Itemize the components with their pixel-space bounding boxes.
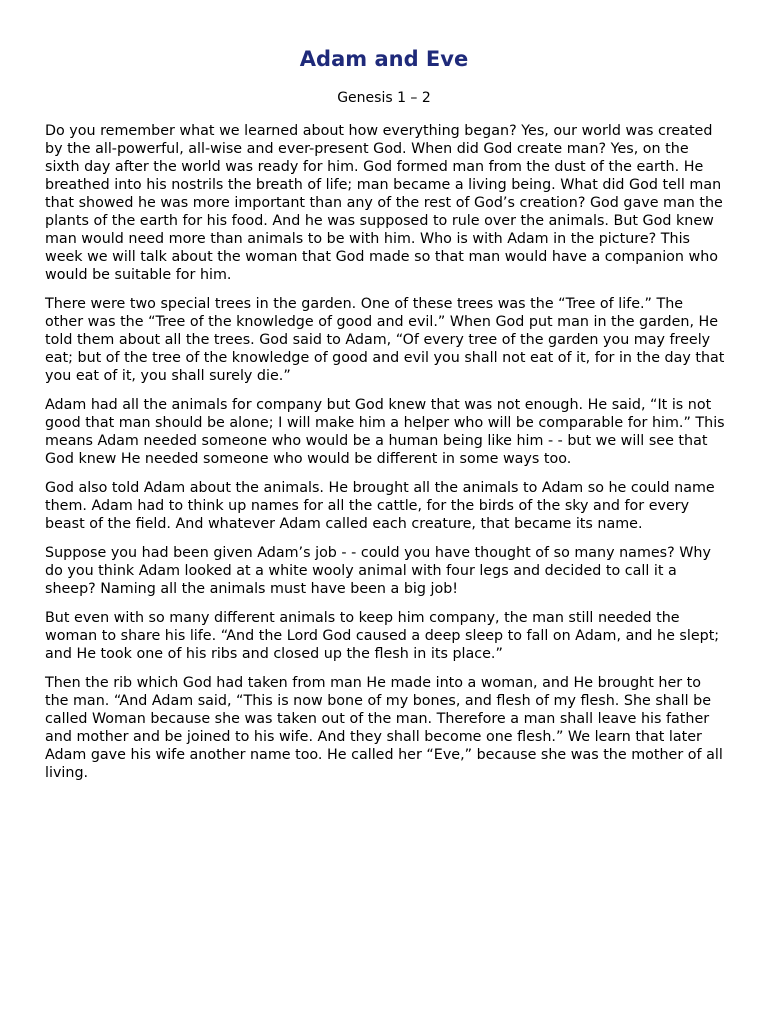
paragraph-3: Adam had all the animals for company but God knew that was not enough. He said, “It is not good that man should be alone; I will make him a helper who will be comparable for him.” This means Adam needed someone who would be a human being like him - - but we will see that God knew He needed someone who would be different in some ways too.: [45, 397, 725, 467]
paragraph-1: Do you remember what we learned about how everything began? Yes, our world was created by the all-powerful, all-wise and ever-present God. When did God create man? Yes, on the sixth day after the world was ready for him. God formed man from the dust of the earth. He breathed into his nostrils the breath of life; man became a living being. What did God tell man that showed he was more important than any of the rest of God’s creation? God gave man the plants of the earth for his food. And he was supposed to rule over the animals. But God knew man would need more than animals to be with him. Who is with Adam in the picture? This week we will talk about the woman that God made so that man would have a companion who would be suitable for him.: [45, 123, 723, 283]
page-title: Adam and Eve: [299, 47, 469, 71]
paragraph-4: God also told Adam about the animals. He brought all the animals to Adam so he could name them. Adam had to think up names for all the cattle, for the birds of the sky and for every beast of the field. And whatever Adam called each creature, that became its name.: [45, 480, 715, 532]
paragraph-7: Then the rib which God had taken from man He made into a woman, and He brought her to the man. “And Adam said, “This is now bone of my bones, and flesh of my flesh. She shall be called Woman because she was taken out of the man. Therefore a man shall leave his father and mother and be joined to his wife. And they shall become one flesh.” We learn that later Adam gave his wife another name too. He called her “Eve,” because she was the mother of all living.: [45, 675, 723, 781]
document-body: [45, 122, 725, 793]
paragraph-6: But even with so many different animals to keep him company, the man still needed the woman to share his life. “And the Lord God caused a deep sleep to fall on Adam, and he slept; and He took one of his ribs and closed up the flesh in its place.”: [45, 610, 720, 662]
scripture-reference: Genesis 1 – 2: [337, 90, 431, 106]
paragraph-2: There were two special trees in the garden. One of these trees was the “Tree of life.” The other was the “Tree of the knowledge of good and evil.” When God put man in the garden, He told them about all the trees. God said to Adam, “Of every tree of the garden you may freely eat; but of the tree of the knowledge of good and evil you shall not eat of it, for in the day that you eat of it, you shall surely die.”: [45, 296, 725, 384]
paragraph-5: Suppose you had been given Adam’s job - - could you have thought of so many names? Why do you think Adam looked at a white wooly animal with four legs and decided to call it a sheep? Naming all the animals must have been a big job!: [45, 545, 711, 597]
